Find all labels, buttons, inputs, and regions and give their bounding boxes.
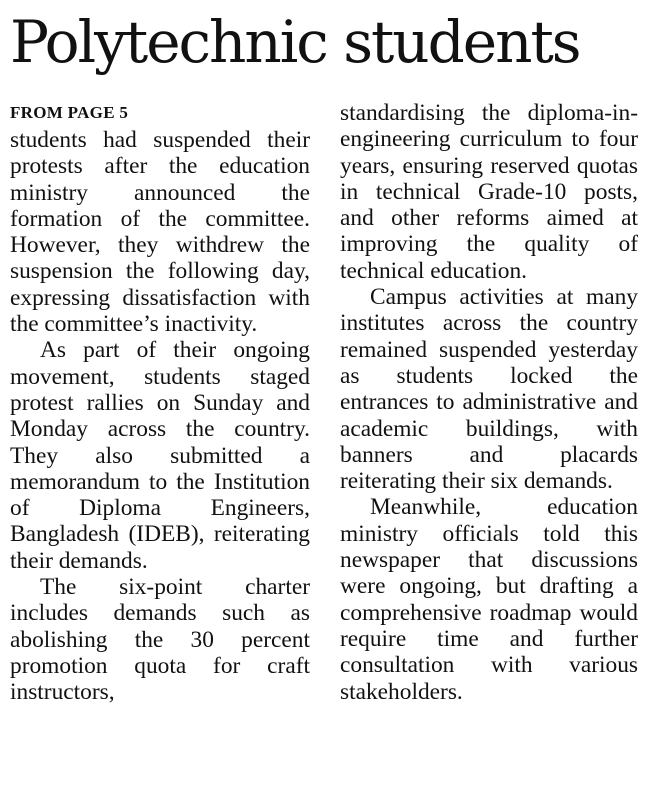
paragraph-campus-activities: Campus activities at many institutes across the country remained suspended yesterday as students locked the entrances to administrative and academic buildings, with banners and placards reiterating their six demands. (340, 284, 638, 495)
continued-from-label: FROM PAGE 5 (10, 103, 129, 122)
paragraph-six-point-charter: The six-point charter includes demands such as abolishing the 30 percent promotion quota for craft instructors, (10, 574, 310, 706)
article-column-right (340, 100, 638, 705)
paragraph-ministry-officials: Meanwhile, education ministry officials told this newspaper that discussions were ongoing, but drafting a comprehensive roadmap would require time and further consultation with various stakeholders. (340, 494, 638, 705)
paragraph-ongoing-movement: As part of their ongoing movement, students staged protest rallies on Sunday and Monday across the country. They also submitted a memorandum to the Institution of Diploma Engineers, Bangladesh (IDEB), reiterating their demands. (10, 337, 310, 574)
paragraph-charter-continuation: standardising the diploma-in-engineering curriculum to four years, ensuring reserved quotas in technical Grade-10 posts, and other reforms aimed at improving the quality of technical education. (340, 100, 638, 284)
headline: Polytechnic students (10, 8, 580, 76)
paragraph-continuation: students had suspended their protests after the education ministry announced the formation of the committee. However, they withdrew the suspension the following day, expressing dissatisfaction with the committee’s inactivity. (10, 127, 310, 338)
article-column-left (10, 127, 310, 706)
